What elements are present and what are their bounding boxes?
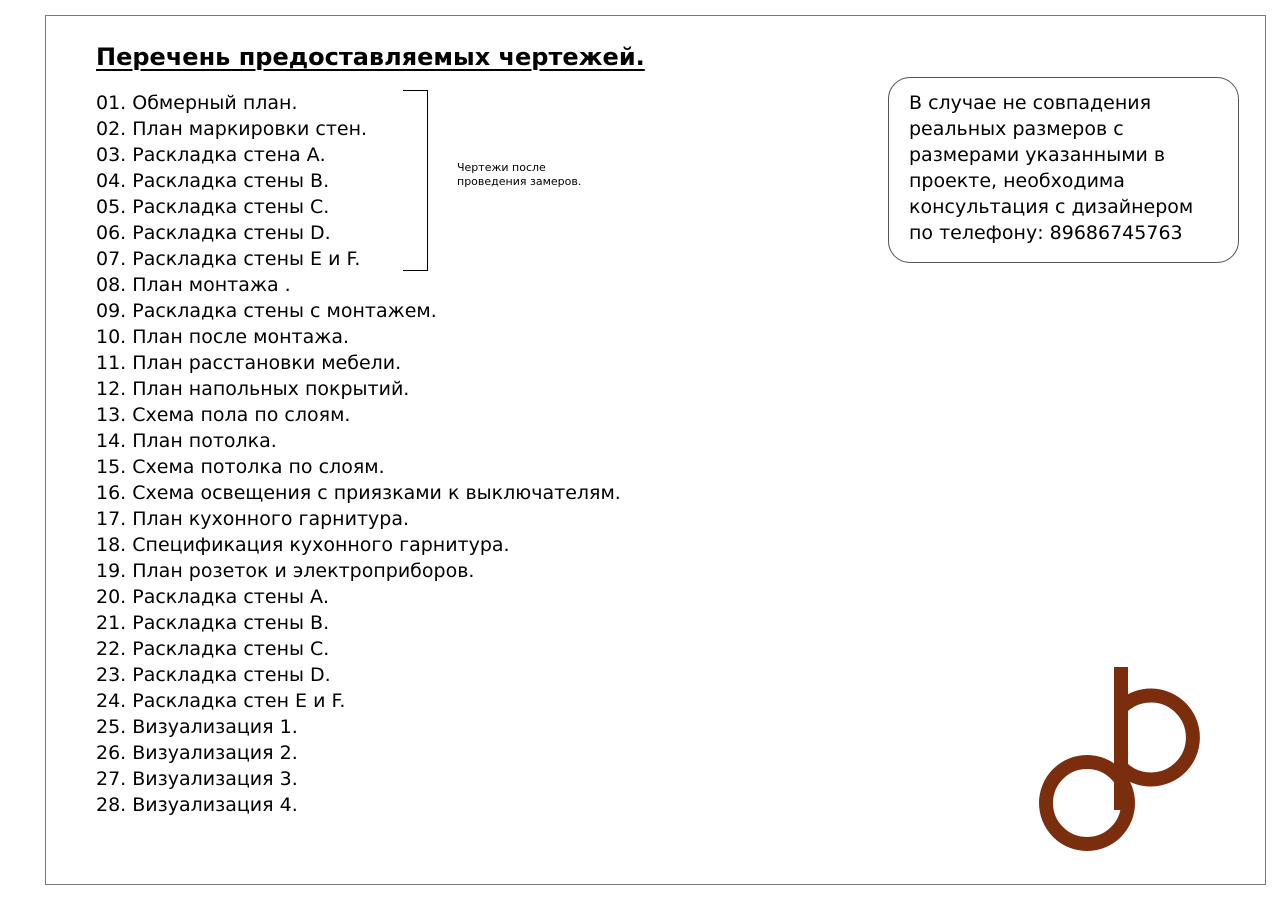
- drawing-list-item: 12. План напольных покрытий.: [96, 378, 410, 400]
- drawing-list-item: 13. Схема пола по слоям.: [96, 404, 351, 426]
- logo-b-bowl: [1121, 696, 1193, 780]
- drawing-list-item: 10. План после монтажа.: [96, 326, 350, 348]
- drawing-list-item: 01. Обмерный план.: [96, 92, 298, 114]
- db-monogram-logo-icon: [1030, 660, 1220, 860]
- drawing-list-item: 17. План кухонного гарнитура.: [96, 508, 410, 530]
- drawing-list-item: 18. Спецификация кухонного гарнитура.: [96, 534, 510, 556]
- drawing-list-item: 21. Раскладка стены В.: [96, 612, 330, 634]
- page-title: Перечень предоставляемых чертежей.: [96, 43, 645, 71]
- drawing-list-item: 09. Раскладка стены с монтажем.: [96, 300, 437, 322]
- drawing-list-item: 04. Раскладка стены В.: [96, 170, 330, 192]
- drawing-list-item: 15. Схема потолка по слоям.: [96, 456, 385, 478]
- drawing-list-item: 02. План маркировки стен.: [96, 118, 368, 140]
- drawing-list-item: 08. План монтажа .: [96, 274, 291, 296]
- drawing-list-item: 14. План потолка.: [96, 430, 277, 452]
- drawing-list-item: 22. Раскладка стены С.: [96, 638, 330, 660]
- drawing-list-item: 16. Схема освещения с приязками к выключателям.: [96, 482, 621, 504]
- bracket-note: Чертежи после проведения замеров.: [457, 161, 582, 188]
- drawing-list-item: 05. Раскладка стены С.: [96, 196, 330, 218]
- drawing-list-item: 24. Раскладка стен Е и F.: [96, 690, 346, 712]
- drawing-list-item: 03. Раскладка стена А.: [96, 144, 326, 166]
- drawing-list: [96, 90, 621, 818]
- drawing-list-item: 28. Визуализация 4.: [96, 794, 298, 816]
- notice-box: В случае не совпадения реальных размеров с размерами указанными в проекте, необходима консультация с дизайнером по телефону: 89686745763: [888, 77, 1239, 263]
- drawing-list-item: 06. Раскладка стены D.: [96, 222, 331, 244]
- drawing-list-item: 19. План розеток и электроприборов.: [96, 560, 475, 582]
- drawing-list-item: 23. Раскладка стены D.: [96, 664, 331, 686]
- measurement-bracket: [403, 90, 428, 271]
- drawing-list-item: 07. Раскладка стены Е и F.: [96, 248, 361, 270]
- drawing-list-item: 25. Визуализация 1.: [96, 716, 298, 738]
- drawing-list-item: 27. Визуализация 3.: [96, 768, 298, 790]
- drawing-list-item: 26. Визуализация 2.: [96, 742, 298, 764]
- drawing-list-item: 20. Раскладка стены А.: [96, 586, 330, 608]
- drawing-list-item: 11. План расстановки мебели.: [96, 352, 402, 374]
